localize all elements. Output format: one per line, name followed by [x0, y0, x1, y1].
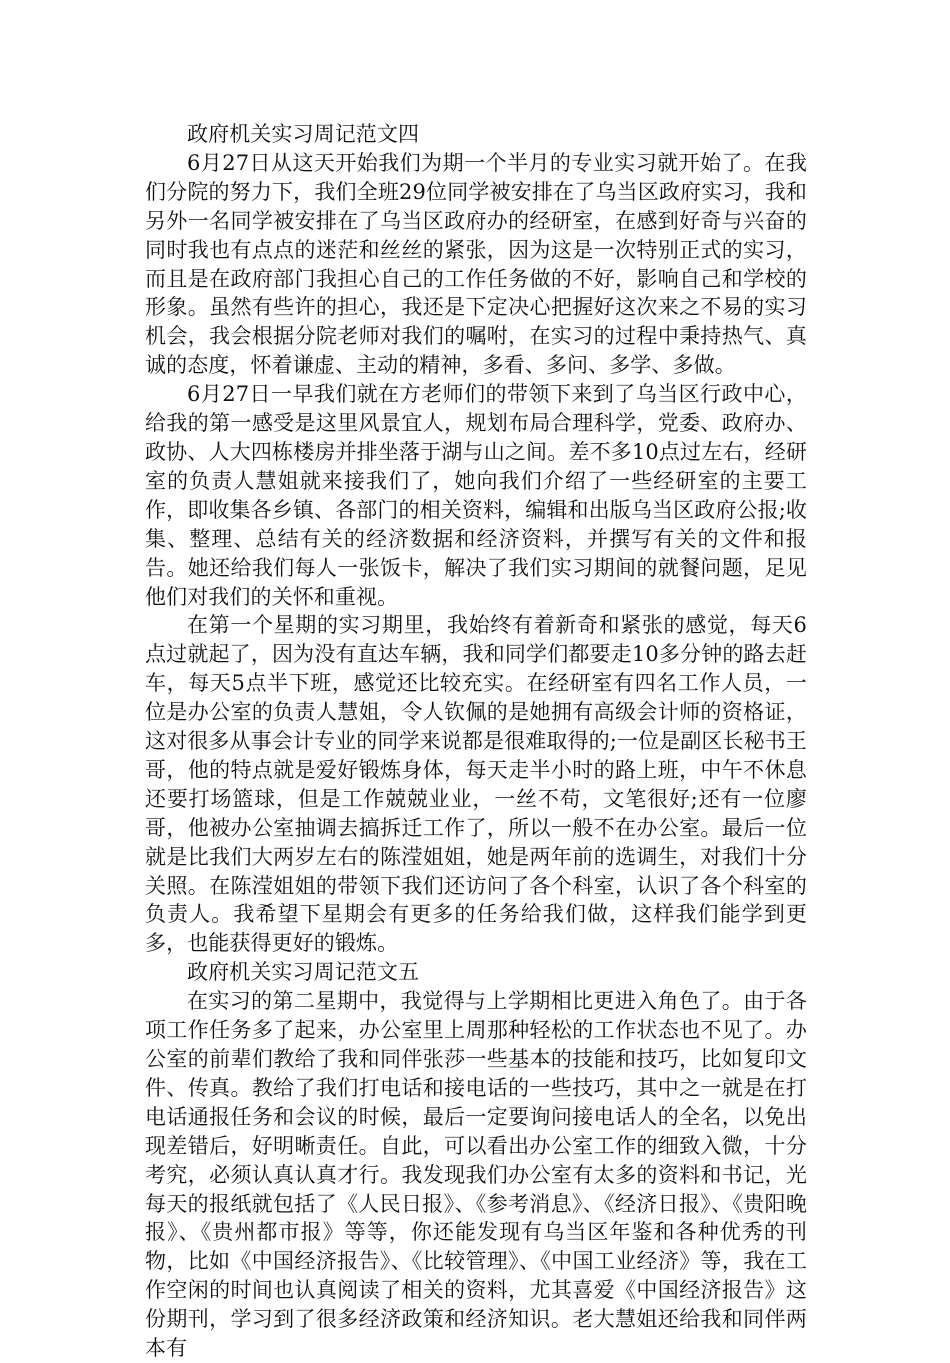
body-paragraph: 在实习的第二星期中，我觉得与上学期相比更进入角色了。由于各项工作任务多了起来，办公室里上周那种轻松的工作状态也不见了。办公室的前辈们教给了我和同伴张莎一些基本的技能和技巧，比如复印文件、传真。教给了我们打电话和接电话的一些技巧，其中之一就是在打电话通报任务和会议的时候，最后一定要询问接电话人的全名，以免出现差错后，好明晰责任。自此，可以看出办公室工作的细致入微，十分考究，必须认真认真才行。我发现我们办公室有太多的资料和书记，光每天的报纸就包括了《人民日报》、《参考消息》、《经济日报》、《贵阳晚报》、《贵州都市报》等等，你还能发现有乌当区年鉴和各种优秀的刊物，比如《中国经济报告》、《比较管理》、《中国工业经济》等，我在工作空闲的时间也认真阅读了相关的资料，尤其喜爱《中国经济报告》这份期刊，学习到了很多经济政策和经济知识。老大慧姐还给我和同伴两本有 [145, 989, 807, 1361]
body-paragraph: 6月27日从这天开始我们为期一个半月的专业实习就开始了。在我们分院的努力下，我们全班29位同学被安排在了乌当区政府实习，我和另外一名同学被安排在了乌当区政府办的经研室，在感到好奇与兴奋的同时我也有点点的迷茫和丝丝的紧张，因为这是一次特别正式的实习，而且是在政府部门我担心自己的工作任务做的不好，影响自己和学校的形象。虽然有些许的担心，我还是下定决心把握好这次来之不易的实习机会，我会根据分院老师对我们的嘱咐，在实习的过程中秉持热气、真诚的态度，怀着谦虚、主动的精神，多看、多问、多学、多做。 [145, 150, 807, 378]
body-paragraph: 在第一个星期的实习期里，我始终有着新奇和紧张的感觉，每天6点过就起了，因为没有直达车辆，我和同学们都要走10多分钟的路去赶车，每天5点半下班，感觉还比较充实。在经研室有四名工作人员，一位是办公室的负责人慧姐，令人钦佩的是她拥有高级会计师的资格证，这对很多从事会计专业的同学来说都是很难取得的;一位是副区长秘书王哥，他的特点就是爱好锻炼身体，每天走半小时的路上班，中午不休息还要打场篮球，但是工作兢兢业业，一丝不苟，文笔很好;还有一位廖哥，他被办公室抽调去搞拆迁工作了，所以一般不在办公室。最后一位就是比我们大两岁左右的陈滢姐姐，她是两年前的选调生，对我们十分关照。在陈滢姐姐的带领下我们还访问了各个科室，认识了各个科室的负责人。我希望下星期会有更多的任务给我们做，这样我们能学到更多，也能获得更好的锻炼。 [145, 613, 807, 956]
section-heading: 政府机关实习周记范文四 [187, 122, 420, 146]
document-body [145, 120, 807, 1363]
section-heading: 政府机关实习周记范文五 [187, 960, 420, 985]
body-paragraph: 6月27日一早我们就在方老师们的带领下来到了乌当区行政中心，给我的第一感受是这里风景宜人，规划布局合理科学，党委、政府办、政协、人大四栋楼房并排坐落于湖与山之间。差不多10点过左右，经研室的负责人慧姐就来接我们了，她向我们介绍了一些经研室的主要工作，即收集各乡镇、各部门的相关资料，编辑和出版乌当区政府公报;收集、整理、总结有关的经济数据和经济资料，并撰写有关的文件和报告。她还给我们每人一张饭卡，解决了我们实习期间的就餐问题，足见他们对我们的关怀和重视。 [145, 382, 807, 609]
